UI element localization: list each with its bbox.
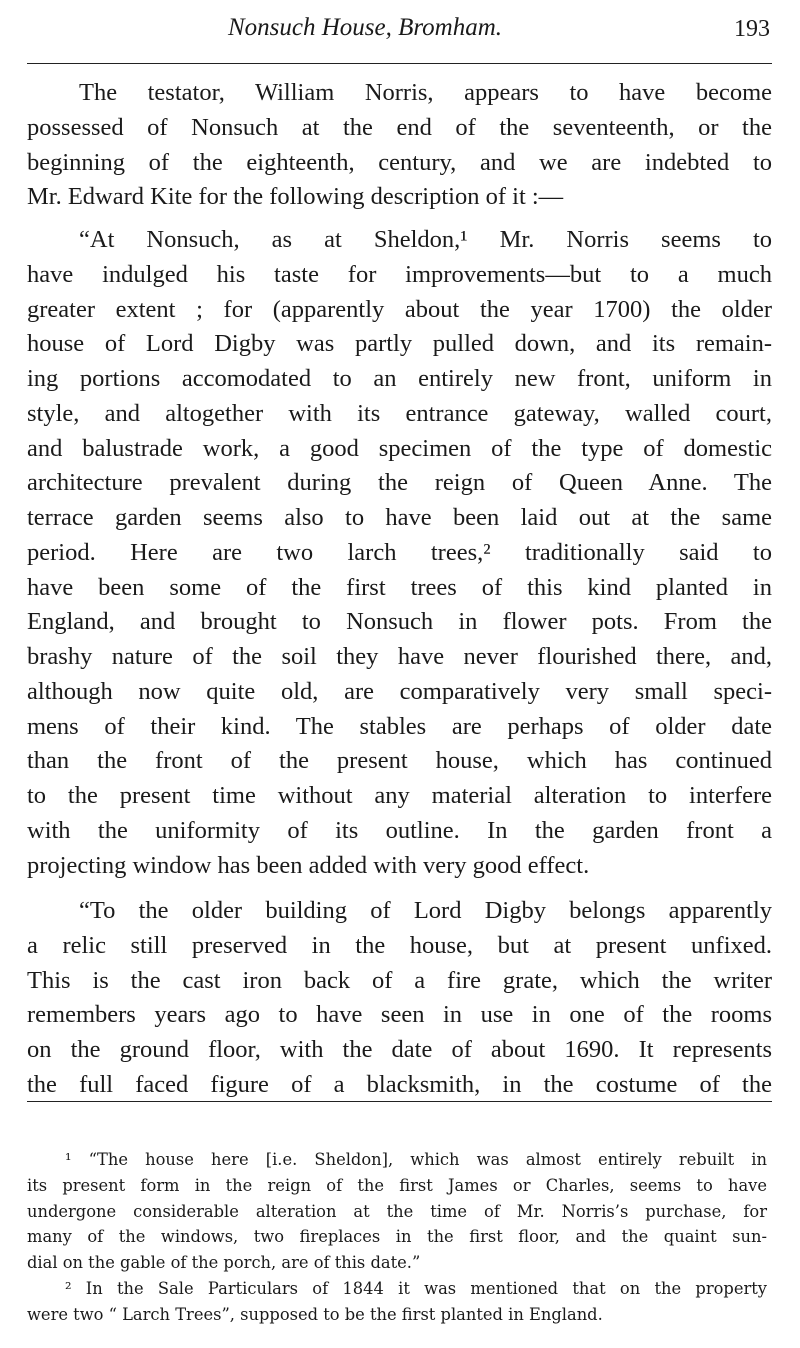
footnote-2 <box>27 1276 767 1328</box>
text-line: Mr. Edward Kite for the following description of it :— <box>27 183 564 211</box>
text-line: ² In the Sale Particulars of 1844 it was mentioned that on the property <box>65 1279 767 1298</box>
text-line: on the ground floor, with the date of about 1690. It represents <box>27 1036 772 1063</box>
paragraph-2 <box>27 223 772 883</box>
text-line: its present form in the reign of the first James or Charles, seems to have <box>27 1175 767 1195</box>
paragraph-3 <box>27 894 772 1103</box>
text-line: house of Lord Digby was partly pulled down, and its remain- <box>27 330 772 358</box>
text-line: the full faced figure of a blacksmith, in the costume of the <box>27 1070 772 1098</box>
running-title: Nonsuch House, Bromham. <box>227 14 503 41</box>
text-line: beginning of the eighteenth, century, and we are indebted to <box>27 148 772 176</box>
text-line: with the uniformity of its outline. In the garden front a <box>27 816 772 844</box>
text-line: architecture prevalent during the reign of Queen Anne. The <box>27 469 772 497</box>
text-line: “To the older building of Lord Digby belongs apparently <box>79 897 772 924</box>
footnote-rule <box>27 1101 772 1102</box>
page-number: 193 <box>734 16 770 42</box>
text-line: many of the windows, two fireplaces in the first floor, and the quaint sun- <box>27 1227 767 1247</box>
text-line: projecting window has been added with very good effect. <box>27 851 590 879</box>
text-line: have been some of the first trees of this kind planted in <box>27 573 772 601</box>
text-line: undergone considerable alteration at the time of Mr. Norris’s purchase, for <box>27 1201 767 1221</box>
text-line: terrace garden seems also to have been laid out at the same <box>27 504 772 531</box>
text-line: style, and altogether with its entrance gateway, walled court, <box>27 399 772 427</box>
text-line: a relic still preserved in the house, but at present unfixed. <box>27 931 772 959</box>
text-line: to the present time without any material alteration to interfere <box>27 782 772 809</box>
text-line: ing portions accomodated to an entirely new front, uniform in <box>27 365 772 392</box>
text-line: This is the cast iron back of a fire grate, which the writer <box>27 966 772 994</box>
text-line: than the front of the present house, which has continued <box>27 747 772 775</box>
paragraph-1 <box>27 76 772 215</box>
text-line: and balustrade work, a good specimen of the type of domestic <box>27 434 772 462</box>
text-line: greater extent ; for (apparently about the year 1700) the older <box>27 295 772 323</box>
text-line: possessed of Nonsuch at the end of the seventeenth, or the <box>27 113 772 141</box>
text-line: “At Nonsuch, as at Sheldon,¹ Mr. Norris seems to <box>79 226 772 253</box>
text-line: dial on the gable of the porch, are of this date.” <box>27 1253 421 1273</box>
text-line: have indulged his taste for improvements—but to a much <box>27 260 772 288</box>
text-line: although now quite old, are comparatively very small speci- <box>27 677 772 705</box>
text-line: The testator, William Norris, appears to have become <box>79 79 772 106</box>
footnote-1 <box>27 1147 767 1276</box>
text-line: period. Here are two larch trees,² traditionally said to <box>27 538 772 566</box>
text-line: remembers years ago to have seen in use in one of the rooms <box>27 1001 772 1029</box>
text-line: ¹ “The house here [i.e. Sheldon], which was almost entirely rebuilt in <box>65 1150 767 1169</box>
text-line: mens of their kind. The stables are perhaps of older date <box>27 712 772 740</box>
text-line: were two “ Larch Trees”, supposed to be the first planted in England. <box>27 1304 603 1324</box>
text-line: England, and brought to Nonsuch in flower pots. From the <box>27 608 772 636</box>
header-rule <box>27 63 772 64</box>
text-line: brashy nature of the soil they have never flourished there, and, <box>27 643 772 670</box>
